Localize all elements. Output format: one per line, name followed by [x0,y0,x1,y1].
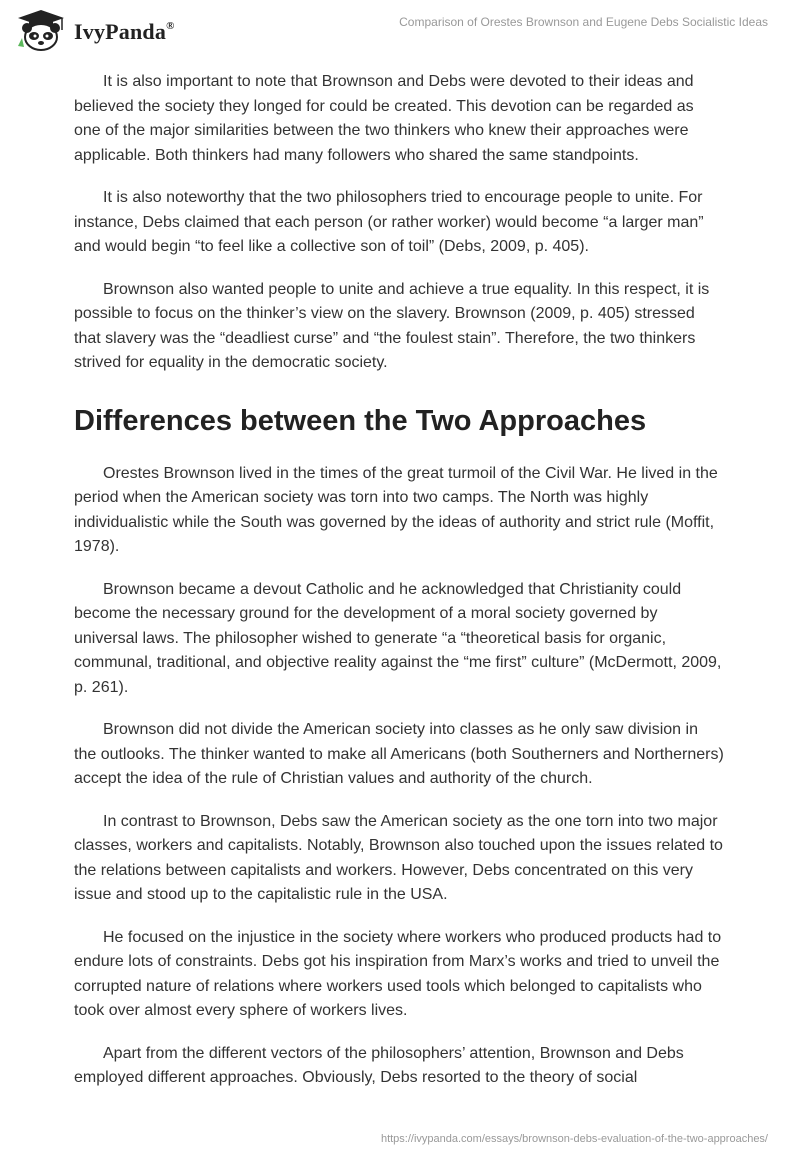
paragraph: Apart from the different vectors of the philosophers’ attention, Brownson and Debs employed different approaches. Obviously, Debs resorted to the theory of social [74,1044,684,1086]
paragraph: In contrast to Brownson, Debs saw the American society as the one torn into two major classes, workers and capitalists. Notably, Brownson also touched upon the issues related to the relations between capitalists and workers. However, Debs concentrated on this very issue and stood up to the capitalistic rule in the USA. [74,812,723,903]
logo-wordmark: IvyPanda® [74,19,175,44]
source-url[interactable]: https://ivypanda.com/essays/brownson-debs-evaluation-of-the-two-approaches/ [380,1133,768,1145]
paragraph: He focused on the injustice in the society where workers who produced products had to endure lots of constraints. Debs got his inspiration from Marx’s works and tried to unveil the corrupted nature of relations where workers used tools which belonged to capitalists who took over almost every sphere of workers lives. [74,928,722,1019]
document-title: Comparison of Orestes Brownson and Eugene Debs Socialistic Ideas [399,15,768,29]
section-heading: Differences between the Two Approaches [74,404,647,437]
panda-graduate-icon [14,8,68,52]
essay-body [74,70,724,1109]
paragraph: Orestes Brownson lived in the times of the great turmoil of the Civil War. He lived in the period when the American society was torn into two camps. The North was highly individualistic while the South was governed by the ideas of authority and strict rule (Moffit, 1978). [74,464,718,555]
paragraph: It is also important to note that Brownson and Debs were devoted to their ideas and believed the society they longed for could be created. This devotion can be regarded as one of the major similarities between the two thinkers who knew their approaches were applicable. Both thinkers had many followers who shared the same standpoints. [74,73,694,164]
paragraph: Brownson did not divide the American society into classes as he only saw division in the outlooks. The thinker wanted to make all Americans (both Southerners and Northerners) accept the idea of the rule of Christian values and authority of the church. [74,721,724,787]
ivypanda-logo[interactable] [14,8,175,52]
paragraph: Brownson also wanted people to unite and achieve a true equality. In this respect, it is possible to focus on the thinker’s view on the slavery. Brownson (2009, p. 405) stressed that slavery was the “deadliest curse” and “the foulest stain”. Therefore, the two thinkers strived for equality in the democratic society. [74,280,710,371]
paragraph: Brownson became a devout Catholic and he acknowledged that Christianity could become the necessary ground for the development of a moral society governed by universal laws. The philosopher wished to generate “a “theoretical basis for organic, communal, traditional, and objective reality against the “me first” culture” (McDermott, 2009, p. 261). [74,580,722,696]
page-header [0,0,800,70]
paragraph: It is also noteworthy that the two philosophers tried to encourage people to unite. For instance, Debs claimed that each person (or rather worker) would become “a larger man” and would begin “to feel like a collective son of toil” (Debs, 2009, p. 405). [74,189,704,255]
